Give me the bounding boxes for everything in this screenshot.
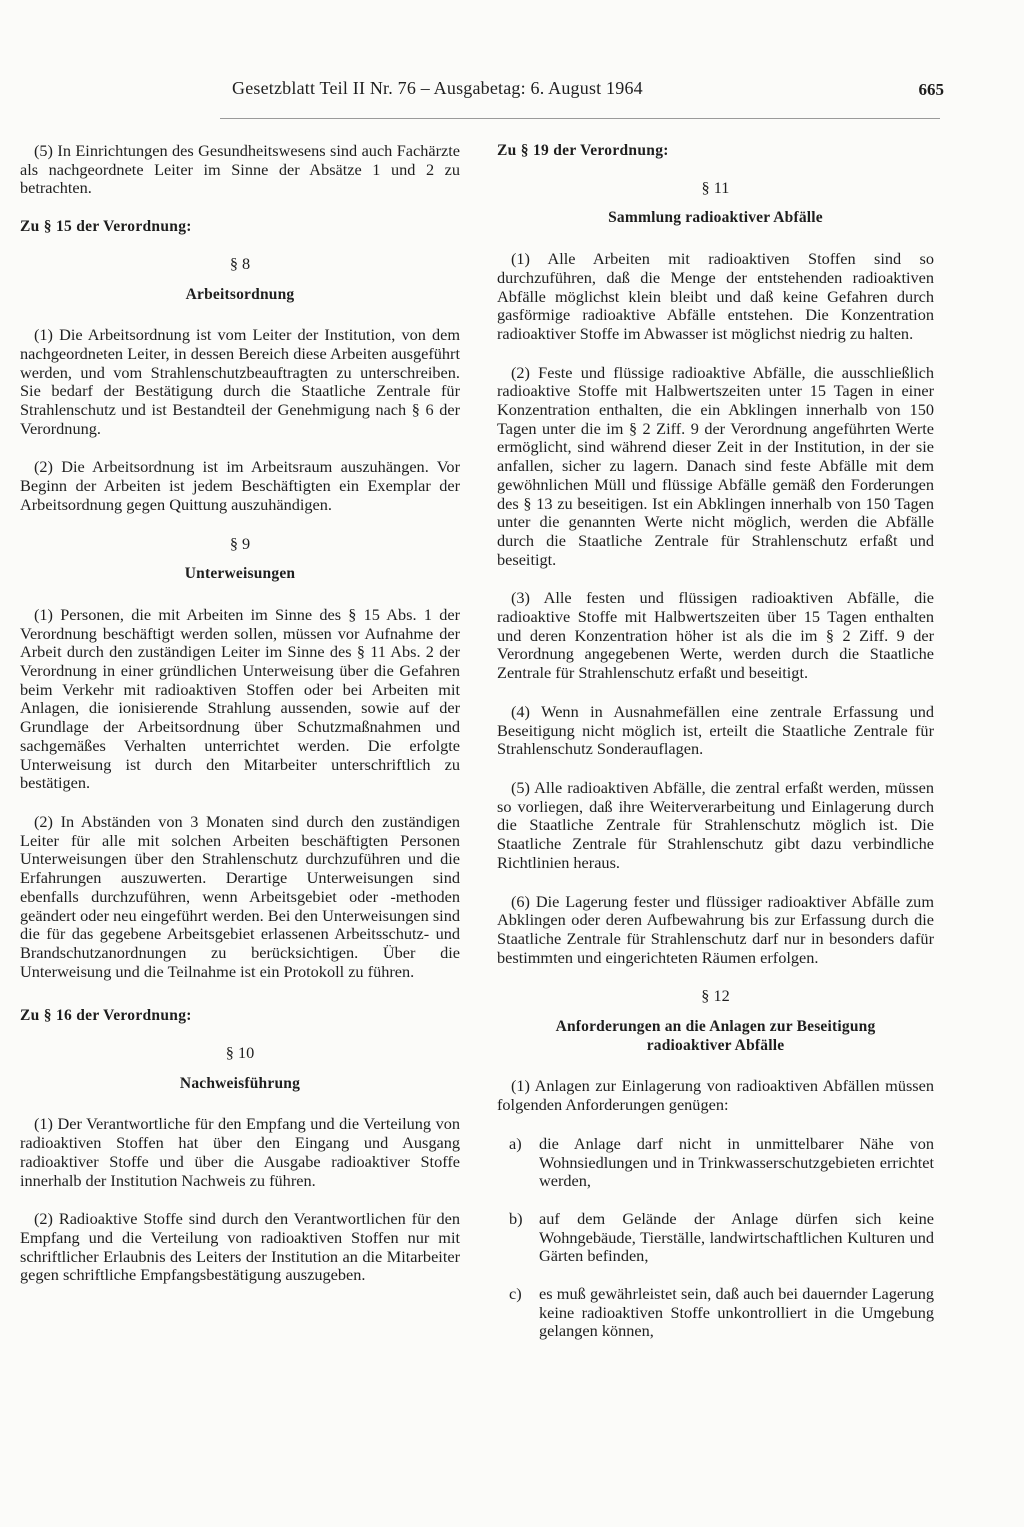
section-9-paragraph-2: (2) In Abständen von 3 Monaten sind durch den zuständigen Leiter für alle mit solchen Arbeiten beschäftigten Personen Unterweisungen über den Strahlenschutz durchzuführen und die Erfahrungen auszuwerten. Derartige Unterweisungen sind ebenfalls durchzuführen, wenn Arbeitsgebiet oder -methoden geändert oder neu eingeführt werden. Bei den Unterweisungen sind die für das gegebene Arbeitsgebiet erlassenen Arbeitsschutz- und Brandschutzanordnungen zu berücksichtigen. Über die Unterweisung und die Teilnahme ist ein Protokoll zu führen. [20, 811, 460, 981]
section-title-arbeitsordnung: Arbeitsordnung [185, 285, 295, 303]
list-label: b) [509, 1208, 523, 1228]
running-header: Gesetzblatt Teil II Nr. 76 – Ausgabetag: 6. August 1964 [232, 78, 643, 98]
section-title-anforderungen-line-1: Anforderungen an die Anlagen zur Beseitigung [555, 1018, 876, 1036]
section-number-10: § 10 [225, 1043, 255, 1063]
section-11-paragraph-5: (5) Alle radioaktiven Abfälle, die zentral erfaßt werden, müssen so vorliegen, daß ihre Weiterverarbeitung und Einlagerung durch die Staatliche Zentrale für Strahlenschutz möglich ist. Die Staatliche Zentrale für Strahlenschutz gibt dazu verbindliche Richtlinien heraus. [497, 777, 934, 872]
right-column [497, 142, 934, 1360]
section-10-paragraph-1: (1) Der Verantwortliche für den Empfang und die Verteilung von radioaktiven Stoffen hat über den Eingang und Ausgang radioaktiver Stoffe und über die Ausgabe radioaktiver Stoffe innerhalb der Institution Nachweis zu führen. [20, 1114, 460, 1190]
section-11-paragraph-3: (3) Alle festen und flüssigen radioaktiven Abfälle, die radioaktive Stoffe mit Halbwertszeiten über 15 Tagen enthalten und deren Konzentration höher ist als die im § 2 Ziff. 9 der Verordnung angegebenen Werte, werden durch die Staatliche Zentrale für Strahlenschutz erfaßt und beseitigt. [497, 588, 934, 683]
section-number-8: § 8 [229, 253, 251, 273]
list-text: es muß gewährleistet sein, daß auch bei dauernder Lagerung keine radioaktiven Stoffe unkontrolliert in die Umgebung gelangen können, [539, 1284, 934, 1341]
list-text: auf dem Gelände der Anlage dürfen sich keine Wohngebäude, Tierställe, landwirtschaftlichen Kulturen und Gärten befinden, [539, 1208, 934, 1266]
section-number-12: § 12 [701, 986, 730, 1006]
section-heading-zu-15: Zu § 15 der Verordnung: [20, 218, 192, 236]
section-11-paragraph-1: (1) Alle Arbeiten mit radioaktiven Stoffen sind so durchzuführen, daß die Menge der entstehenden radioaktiven Abfälle möglichst klein bleibt und daß keine Gefahren durch gasförmige radioaktive Abfälle entstehen. Die Konzentration radioaktiver Stoffe im Abwasser ist möglichst niedrig zu halten. [497, 249, 934, 343]
paragraph-5: (5) In Einrichtungen des Gesundheitswesens sind auch Fachärzte als nachgeordnete Leiter im Sinne der Absätze 1 und 2 zu betrachten. [20, 141, 460, 198]
section-heading-zu-19: Zu § 19 der Verordnung: [497, 142, 669, 159]
section-title-anforderungen-line-2: radioaktiver Abfälle [646, 1036, 785, 1054]
section-8-paragraph-2: (2) Die Arbeitsordnung ist im Arbeitsraum auszuhängen. Vor Beginn der Arbeiten ist jedem Beschäftigten ein Exemplar der Arbeitsordnung gegen Quittung auszuhändigen. [20, 457, 460, 514]
section-number-11: § 11 [701, 177, 730, 197]
section-heading-zu-16: Zu § 16 der Verordnung: [20, 1007, 192, 1025]
list-label: c) [509, 1284, 522, 1304]
section-11-paragraph-4: (4) Wenn in Ausnahmefällen eine zentrale Erfassung und Beseitigung nicht möglich ist, erteilt die Staatliche Zentrale für Strahlenschutz Sonderauflagen. [497, 701, 934, 759]
section-9-paragraph-1: (1) Personen, die mit Arbeiten im Sinne des § 15 Abs. 1 der Verordnung beschäftigt werden sollen, müssen vor Aufnahme der Arbeit durch den zuständigen Leiter im Sinne des § 11 Abs. 2 der Verordnung in einer gründlichen Unterweisung über die Gefahren beim Verkehr mit radioaktiven Stoffen oder bei Arbeiten mit Anlagen, die ionisierende Strahlung aussenden, sowie auf der Grundlage der Arbeitsordnung über Schutzmaßnahmen und sachgemäßes Verhalten unterrichtet werden. Die erfolgte Unterweisung ist durch den Mitarbeiter unterschriftlich zu bestätigen. [20, 604, 460, 793]
list-item-b [497, 1210, 934, 1266]
section-title-nachweisfuehrung: Nachweisführung [179, 1074, 301, 1092]
section-11-paragraph-2: (2) Feste und flüssige radioaktive Abfälle, die ausschließlich radioaktive Stoffe mit Halbwertszeiten unter 15 Tagen in einer Konzentration enthalten, die ein Abklingen innerhalb von 150 Tagen unter die im § 2 Ziff. 9 der Verordnung angeführten Werte ermöglicht, sind während dieser Zeit in der Institution, in der sie anfallen, sicher zu lagern. Danach sind feste Abfälle mit dem gewöhnlichen Müll und flüssige Abfälle gemäß den Forderungen des § 13 zu beseitigen. Ist ein Abklingen innerhalb von 150 Tagen unter die genannten Werte nicht möglich, werden die Abfälle durch die Staatliche Zentrale für Strahlenschutz erfaßt und beseitigt. [497, 362, 934, 569]
section-12-paragraph-1: (1) Anlagen zur Einlagerung von radioaktiven Abfällen müssen folgenden Anforderungen genügen: [497, 1076, 934, 1115]
list-item-a [497, 1135, 934, 1191]
section-title-sammlung: Sammlung radioaktiver Abfälle [608, 209, 823, 227]
section-11-paragraph-6: (6) Die Lagerung fester und flüssiger radioaktiver Abfälle zum Abklingen oder deren Aufbewahrung bis zur Erfassung durch die Staatliche Zentrale für Strahlenschutz darf nur in besonders dafür bestimmten und eingerichteten Räumen erfolgen. [497, 891, 934, 967]
header-rule [220, 118, 940, 119]
left-column [20, 142, 460, 1305]
page-number: 665 [918, 80, 944, 99]
section-title-unterweisungen: Unterweisungen [184, 565, 296, 583]
list-label: a) [509, 1133, 522, 1153]
section-8-paragraph-1: (1) Die Arbeitsordnung ist vom Leiter der Institution, von dem nachgeordneten Leiter, in dessen Bereich diese Arbeiten ausgeführt werden, und vom Strahlenschutzbeauftragten zu unterschreiben. Sie bedarf der Bestätigung durch die Staatliche Zentrale für Strahlenschutz und ist Bestandteil der Genehmigung nach § 6 der Verordnung. [20, 325, 460, 438]
section-10-paragraph-2: (2) Radioaktive Stoffe sind durch den Verantwortlichen für den Empfang und die Verteilung von radioaktiven Stoffen nur mit schriftlicher Erlaubnis des Leiters der Institution an die Mitarbeiter gegen schriftliche Empfangsbestätigung auszugeben. [20, 1209, 460, 1285]
list-item-c [497, 1285, 934, 1341]
section-number-9: § 9 [229, 533, 251, 553]
list-text: die Anlage darf nicht in unmittelbarer Nähe von Wohnsiedlungen und in Trinkwasserschutzgebieten errichtet werden, [539, 1133, 934, 1191]
